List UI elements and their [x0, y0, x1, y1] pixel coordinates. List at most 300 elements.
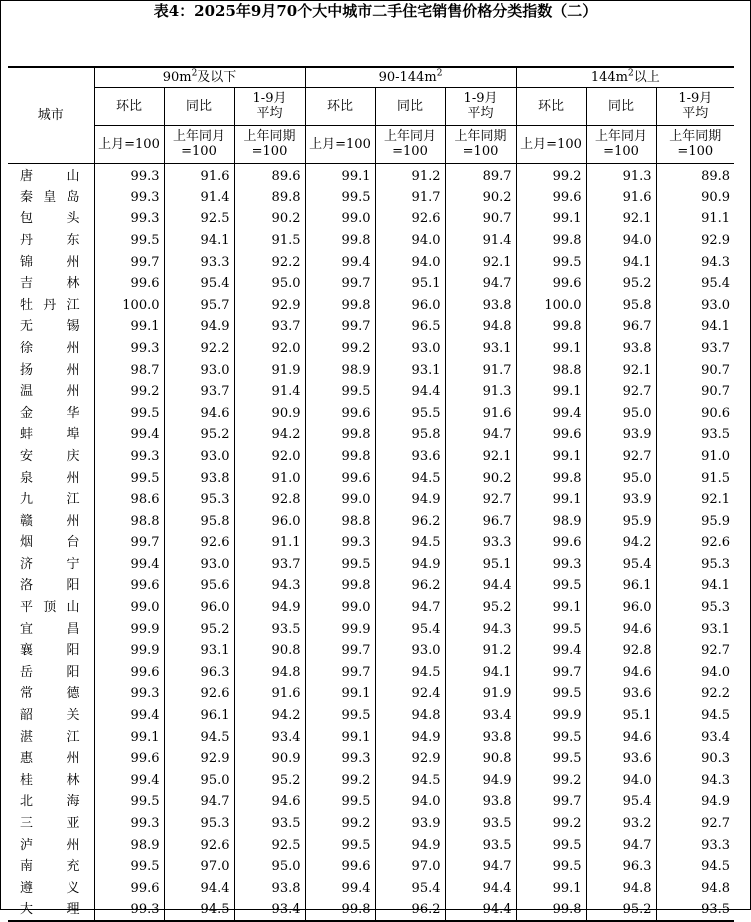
- index-value: 95.7: [164, 294, 234, 316]
- index-value: 89.8: [656, 163, 734, 187]
- table-row: [8, 402, 734, 424]
- index-value: 99.7: [94, 251, 164, 273]
- mom-header: 环比: [94, 87, 164, 125]
- index-value: 91.7: [375, 187, 445, 209]
- index-value: 94.6: [234, 791, 305, 813]
- index-value: 93.0: [656, 294, 734, 316]
- index-value: 90.6: [656, 402, 734, 424]
- table-row: [8, 878, 734, 900]
- group-header-large: $144m^2$以上: [516, 67, 734, 87]
- index-value: 99.6: [516, 532, 586, 554]
- table-row: [8, 381, 734, 403]
- index-value: 93.5: [445, 834, 516, 856]
- index-value: 95.3: [164, 489, 234, 511]
- city-name: 湛江: [20, 729, 80, 745]
- index-value: 99.3: [94, 208, 164, 230]
- index-value: 95.4: [164, 273, 234, 295]
- index-value: 93.0: [164, 359, 234, 381]
- index-value: 99.5: [305, 834, 375, 856]
- index-value: 99.7: [305, 662, 375, 684]
- index-value: 94.0: [656, 662, 734, 684]
- table-row: [8, 618, 734, 640]
- index-value: 99.4: [94, 554, 164, 576]
- city-name: 平顶山: [20, 600, 80, 616]
- index-value: 99.5: [516, 683, 586, 705]
- index-value: 93.8: [445, 791, 516, 813]
- index-value: 93.7: [656, 338, 734, 360]
- index-value: 94.2: [586, 532, 656, 554]
- index-value: 94.1: [445, 662, 516, 684]
- index-value: 99.7: [516, 791, 586, 813]
- index-value: 99.8: [305, 899, 375, 921]
- city-name: 九江: [20, 492, 80, 508]
- index-value: 96.0: [375, 294, 445, 316]
- index-value: 93.9: [586, 424, 656, 446]
- index-value: 91.9: [234, 359, 305, 381]
- table-row: [8, 770, 734, 792]
- index-value: 95.4: [586, 554, 656, 576]
- index-value: 94.1: [656, 575, 734, 597]
- index-value: 94.0: [375, 791, 445, 813]
- index-value: 99.5: [305, 791, 375, 813]
- index-value: 96.0: [164, 597, 234, 619]
- table-row: [8, 554, 734, 576]
- index-value: 99.6: [94, 748, 164, 770]
- index-value: 93.4: [234, 726, 305, 748]
- index-value: 99.9: [516, 705, 586, 727]
- index-value: 97.0: [164, 856, 234, 878]
- group-header-small: $90m^2$及以下: [94, 67, 305, 87]
- index-value: 94.9: [375, 834, 445, 856]
- index-value: 99.1: [305, 726, 375, 748]
- index-value: 93.9: [375, 813, 445, 835]
- index-value: 93.6: [375, 446, 445, 468]
- index-value: 94.1: [656, 316, 734, 338]
- index-value: 99.8: [305, 575, 375, 597]
- index-value: 90.8: [234, 640, 305, 662]
- index-value: 99.7: [305, 316, 375, 338]
- index-value: 99.2: [94, 381, 164, 403]
- index-value: 94.9: [375, 554, 445, 576]
- index-value: 99.8: [516, 316, 586, 338]
- index-value: 95.9: [656, 510, 734, 532]
- index-value: 91.3: [586, 163, 656, 187]
- index-value: 95.8: [375, 424, 445, 446]
- table-row: [8, 834, 734, 856]
- table-row: [8, 575, 734, 597]
- index-value: 95.5: [375, 402, 445, 424]
- index-value: 93.7: [164, 381, 234, 403]
- city-name: 遵义: [20, 880, 80, 896]
- index-value: 92.6: [375, 208, 445, 230]
- index-value: 94.9: [375, 726, 445, 748]
- index-value: 92.5: [234, 834, 305, 856]
- index-value: 99.6: [516, 424, 586, 446]
- table-row: [8, 467, 734, 489]
- index-value: 99.2: [305, 813, 375, 835]
- index-value: 96.1: [164, 705, 234, 727]
- table-row: [8, 187, 734, 209]
- index-value: 94.5: [375, 662, 445, 684]
- index-value: 96.3: [164, 662, 234, 684]
- index-value: 99.5: [516, 834, 586, 856]
- index-value: 94.9: [375, 489, 445, 511]
- city-name: 宜昌: [20, 621, 80, 637]
- index-value: 99.1: [305, 683, 375, 705]
- index-value: 98.9: [305, 359, 375, 381]
- city-name: 北海: [20, 794, 80, 810]
- index-value: 94.5: [164, 899, 234, 921]
- index-value: 95.2: [234, 770, 305, 792]
- table-row: [8, 489, 734, 511]
- table-row: [8, 446, 734, 468]
- index-value: 98.9: [516, 510, 586, 532]
- index-value: 99.6: [305, 467, 375, 489]
- index-value: 94.9: [656, 791, 734, 813]
- index-value: 95.4: [375, 618, 445, 640]
- price-index-table: [8, 66, 734, 922]
- index-value: 91.5: [234, 230, 305, 252]
- index-value: 99.3: [94, 338, 164, 360]
- table-row: [8, 359, 734, 381]
- index-value: 92.7: [656, 813, 734, 835]
- index-value: 95.1: [375, 273, 445, 295]
- index-value: 90.7: [445, 208, 516, 230]
- index-value: 98.7: [94, 359, 164, 381]
- city-name: 秦皇岛: [20, 189, 80, 205]
- index-value: 99.8: [305, 424, 375, 446]
- index-value: 93.6: [586, 683, 656, 705]
- index-value: 99.1: [516, 597, 586, 619]
- index-value: 90.3: [656, 748, 734, 770]
- index-value: 92.5: [164, 208, 234, 230]
- index-value: 99.6: [516, 273, 586, 295]
- city-name: 韶关: [20, 708, 80, 724]
- index-value: 90.2: [445, 187, 516, 209]
- index-value: 99.5: [305, 187, 375, 209]
- index-value: 94.5: [375, 532, 445, 554]
- index-value: 99.7: [94, 532, 164, 554]
- table-row: [8, 163, 734, 187]
- index-value: 94.5: [164, 726, 234, 748]
- yoy-header: 同比: [375, 87, 445, 125]
- table-row: [8, 424, 734, 446]
- index-value: 99.6: [94, 273, 164, 295]
- index-value: 91.1: [234, 532, 305, 554]
- index-value: 93.0: [164, 554, 234, 576]
- index-value: 95.0: [234, 273, 305, 295]
- city-name: 襄阳: [20, 643, 80, 659]
- index-value: 99.1: [516, 381, 586, 403]
- index-value: 96.2: [375, 510, 445, 532]
- index-value: 99.0: [94, 597, 164, 619]
- city-name: 吉林: [20, 276, 80, 292]
- index-value: 94.0: [586, 230, 656, 252]
- index-value: 96.7: [445, 510, 516, 532]
- index-value: 97.0: [375, 856, 445, 878]
- index-value: 95.2: [586, 899, 656, 921]
- index-value: 99.8: [305, 230, 375, 252]
- table-header: [8, 67, 734, 163]
- group-header-medium: $90-144m^2$: [305, 67, 516, 87]
- index-value: 99.8: [516, 899, 586, 921]
- index-value: 92.0: [234, 446, 305, 468]
- index-value: 92.9: [164, 748, 234, 770]
- index-value: 93.1: [164, 640, 234, 662]
- index-value: 94.7: [586, 834, 656, 856]
- index-value: 99.5: [516, 618, 586, 640]
- index-value: 95.3: [164, 813, 234, 835]
- city-name: 牡丹江: [20, 297, 80, 313]
- index-value: 94.9: [164, 316, 234, 338]
- index-value: 95.9: [586, 510, 656, 532]
- index-value: 99.8: [516, 230, 586, 252]
- index-value: 98.9: [94, 834, 164, 856]
- base-same-month-last-year: 上年同月 =100: [375, 125, 445, 163]
- index-value: 99.5: [516, 748, 586, 770]
- index-value: 94.0: [375, 251, 445, 273]
- index-value: 95.8: [586, 294, 656, 316]
- index-value: 99.6: [305, 856, 375, 878]
- index-value: 96.0: [586, 597, 656, 619]
- index-value: 99.3: [305, 532, 375, 554]
- index-value: 92.7: [445, 489, 516, 511]
- index-value: 93.9: [586, 489, 656, 511]
- index-value: 99.1: [305, 163, 375, 187]
- base-same-period-last-year: 上年同期 =100: [445, 125, 516, 163]
- index-value: 99.6: [94, 878, 164, 900]
- index-value: 93.8: [445, 726, 516, 748]
- index-value: 99.3: [94, 899, 164, 921]
- index-value: 94.4: [375, 381, 445, 403]
- index-value: 92.9: [375, 748, 445, 770]
- index-value: 96.2: [375, 575, 445, 597]
- index-value: 90.9: [234, 402, 305, 424]
- index-value: 98.8: [94, 510, 164, 532]
- index-value: 99.0: [305, 597, 375, 619]
- index-value: 93.5: [234, 618, 305, 640]
- index-value: 93.1: [445, 338, 516, 360]
- yoy-header: 同比: [164, 87, 234, 125]
- index-value: 95.4: [375, 878, 445, 900]
- index-value: 94.6: [586, 662, 656, 684]
- city-name: 徐州: [20, 340, 80, 356]
- index-value: 92.7: [586, 446, 656, 468]
- index-value: 99.8: [305, 294, 375, 316]
- index-value: 91.6: [445, 402, 516, 424]
- city-name: 丹东: [20, 232, 80, 248]
- index-value: 90.9: [234, 748, 305, 770]
- index-value: 91.9: [445, 683, 516, 705]
- index-value: 90.7: [656, 381, 734, 403]
- city-name: 金华: [20, 405, 80, 421]
- index-value: 92.7: [656, 640, 734, 662]
- table-row: [8, 294, 734, 316]
- table-body: [8, 163, 734, 921]
- base-same-month-last-year: 上年同月 =100: [586, 125, 656, 163]
- table-row: [8, 640, 734, 662]
- city-name: 温州: [20, 384, 80, 400]
- index-value: 99.3: [94, 163, 164, 187]
- index-value: 95.2: [164, 424, 234, 446]
- index-value: 94.8: [656, 878, 734, 900]
- index-value: 92.2: [164, 338, 234, 360]
- index-value: 95.4: [586, 791, 656, 813]
- index-value: 94.7: [375, 597, 445, 619]
- table-row: [8, 597, 734, 619]
- city-name: 扬州: [20, 362, 80, 378]
- index-value: 93.8: [234, 878, 305, 900]
- city-name: 包头: [20, 211, 80, 227]
- base-header-row: [8, 125, 734, 163]
- index-value: 99.4: [516, 402, 586, 424]
- index-value: 96.5: [375, 316, 445, 338]
- city-name: 烟台: [20, 535, 80, 551]
- index-value: 90.8: [445, 748, 516, 770]
- index-value: 99.6: [516, 187, 586, 209]
- index-value: 91.0: [234, 467, 305, 489]
- index-value: 94.9: [445, 770, 516, 792]
- table-row: [8, 273, 734, 295]
- index-value: 93.0: [375, 640, 445, 662]
- index-value: 92.4: [375, 683, 445, 705]
- index-value: 99.4: [94, 770, 164, 792]
- index-value: 91.1: [656, 208, 734, 230]
- city-name: 洛阳: [20, 578, 80, 594]
- index-value: 99.9: [94, 618, 164, 640]
- index-value: 92.1: [586, 208, 656, 230]
- index-value: 99.6: [305, 402, 375, 424]
- table-row: [8, 813, 734, 835]
- index-value: 99.7: [516, 662, 586, 684]
- table-row: [8, 510, 734, 532]
- index-value: 94.0: [375, 230, 445, 252]
- city-column-header: 城市: [8, 67, 94, 163]
- table-row: [8, 683, 734, 705]
- index-value: 99.1: [516, 208, 586, 230]
- index-value: 99.5: [305, 554, 375, 576]
- index-value: 92.6: [164, 683, 234, 705]
- index-value: 99.5: [94, 230, 164, 252]
- mom-header: 环比: [516, 87, 586, 125]
- index-value: 99.4: [94, 424, 164, 446]
- index-value: 95.0: [164, 770, 234, 792]
- index-value: 99.5: [516, 856, 586, 878]
- index-value: 99.5: [94, 402, 164, 424]
- index-value: 92.6: [164, 834, 234, 856]
- index-value: 93.8: [586, 338, 656, 360]
- index-value: 95.0: [234, 856, 305, 878]
- index-value: 92.6: [656, 532, 734, 554]
- index-value: 98.8: [516, 359, 586, 381]
- index-value: 91.4: [234, 381, 305, 403]
- index-value: 99.4: [305, 251, 375, 273]
- index-value: 95.4: [656, 273, 734, 295]
- index-value: 91.6: [234, 683, 305, 705]
- index-value: 93.5: [445, 813, 516, 835]
- index-value: 93.4: [445, 705, 516, 727]
- index-value: 94.4: [445, 878, 516, 900]
- index-value: 95.1: [586, 705, 656, 727]
- city-name: 无锡: [20, 319, 80, 335]
- index-value: 92.1: [445, 446, 516, 468]
- index-value: 89.7: [445, 163, 516, 187]
- index-value: 99.3: [94, 187, 164, 209]
- index-value: 99.0: [305, 208, 375, 230]
- index-value: 99.2: [516, 770, 586, 792]
- index-value: 94.8: [586, 878, 656, 900]
- index-value: 98.6: [94, 489, 164, 511]
- index-value: 91.4: [445, 230, 516, 252]
- city-name: 大理: [8, 899, 94, 921]
- index-value: 93.5: [656, 899, 734, 921]
- index-value: 99.3: [94, 813, 164, 835]
- index-value: 94.3: [234, 575, 305, 597]
- index-value: 94.0: [586, 770, 656, 792]
- index-value: 99.5: [516, 726, 586, 748]
- index-value: 93.0: [164, 446, 234, 468]
- index-value: 99.5: [305, 705, 375, 727]
- index-value: 99.1: [516, 446, 586, 468]
- index-value: 99.2: [305, 770, 375, 792]
- index-value: 99.5: [94, 856, 164, 878]
- index-value: 89.6: [234, 163, 305, 187]
- index-value: 92.9: [234, 294, 305, 316]
- index-value: 99.5: [94, 791, 164, 813]
- index-value: 94.7: [445, 424, 516, 446]
- index-value: 94.3: [656, 251, 734, 273]
- index-value: 91.2: [445, 640, 516, 662]
- index-value: 99.2: [516, 813, 586, 835]
- table-row: [8, 899, 734, 921]
- index-value: 93.1: [656, 618, 734, 640]
- city-name: 济宁: [20, 556, 80, 572]
- index-value: 99.6: [94, 575, 164, 597]
- table-row: [8, 662, 734, 684]
- index-value: 94.5: [375, 770, 445, 792]
- index-value: 94.6: [586, 618, 656, 640]
- city-name: 岳阳: [20, 664, 80, 680]
- index-value: 92.7: [586, 381, 656, 403]
- city-name: 赣州: [20, 513, 80, 529]
- index-value: 96.0: [234, 510, 305, 532]
- index-value: 99.1: [516, 338, 586, 360]
- index-value: 93.4: [656, 726, 734, 748]
- index-value: 90.2: [234, 208, 305, 230]
- index-value: 98.8: [305, 510, 375, 532]
- index-value: 92.0: [234, 338, 305, 360]
- index-value: 92.2: [656, 683, 734, 705]
- index-value: 89.8: [234, 187, 305, 209]
- index-value: 96.7: [586, 316, 656, 338]
- index-value: 90.7: [656, 359, 734, 381]
- index-value: 95.0: [586, 467, 656, 489]
- index-value: 99.3: [516, 554, 586, 576]
- index-value: 100.0: [516, 294, 586, 316]
- index-value: 93.7: [234, 554, 305, 576]
- table-row: [8, 726, 734, 748]
- index-value: 92.8: [586, 640, 656, 662]
- index-value: 99.4: [516, 640, 586, 662]
- base-same-month-last-year: 上年同月 =100: [164, 125, 234, 163]
- index-value: 99.9: [94, 640, 164, 662]
- index-value: 96.3: [586, 856, 656, 878]
- index-value: 99.3: [305, 748, 375, 770]
- ytd-avg-header: 1-9月 平均: [445, 87, 516, 125]
- index-value: 99.4: [305, 878, 375, 900]
- index-value: 91.2: [375, 163, 445, 187]
- index-value: 99.7: [305, 640, 375, 662]
